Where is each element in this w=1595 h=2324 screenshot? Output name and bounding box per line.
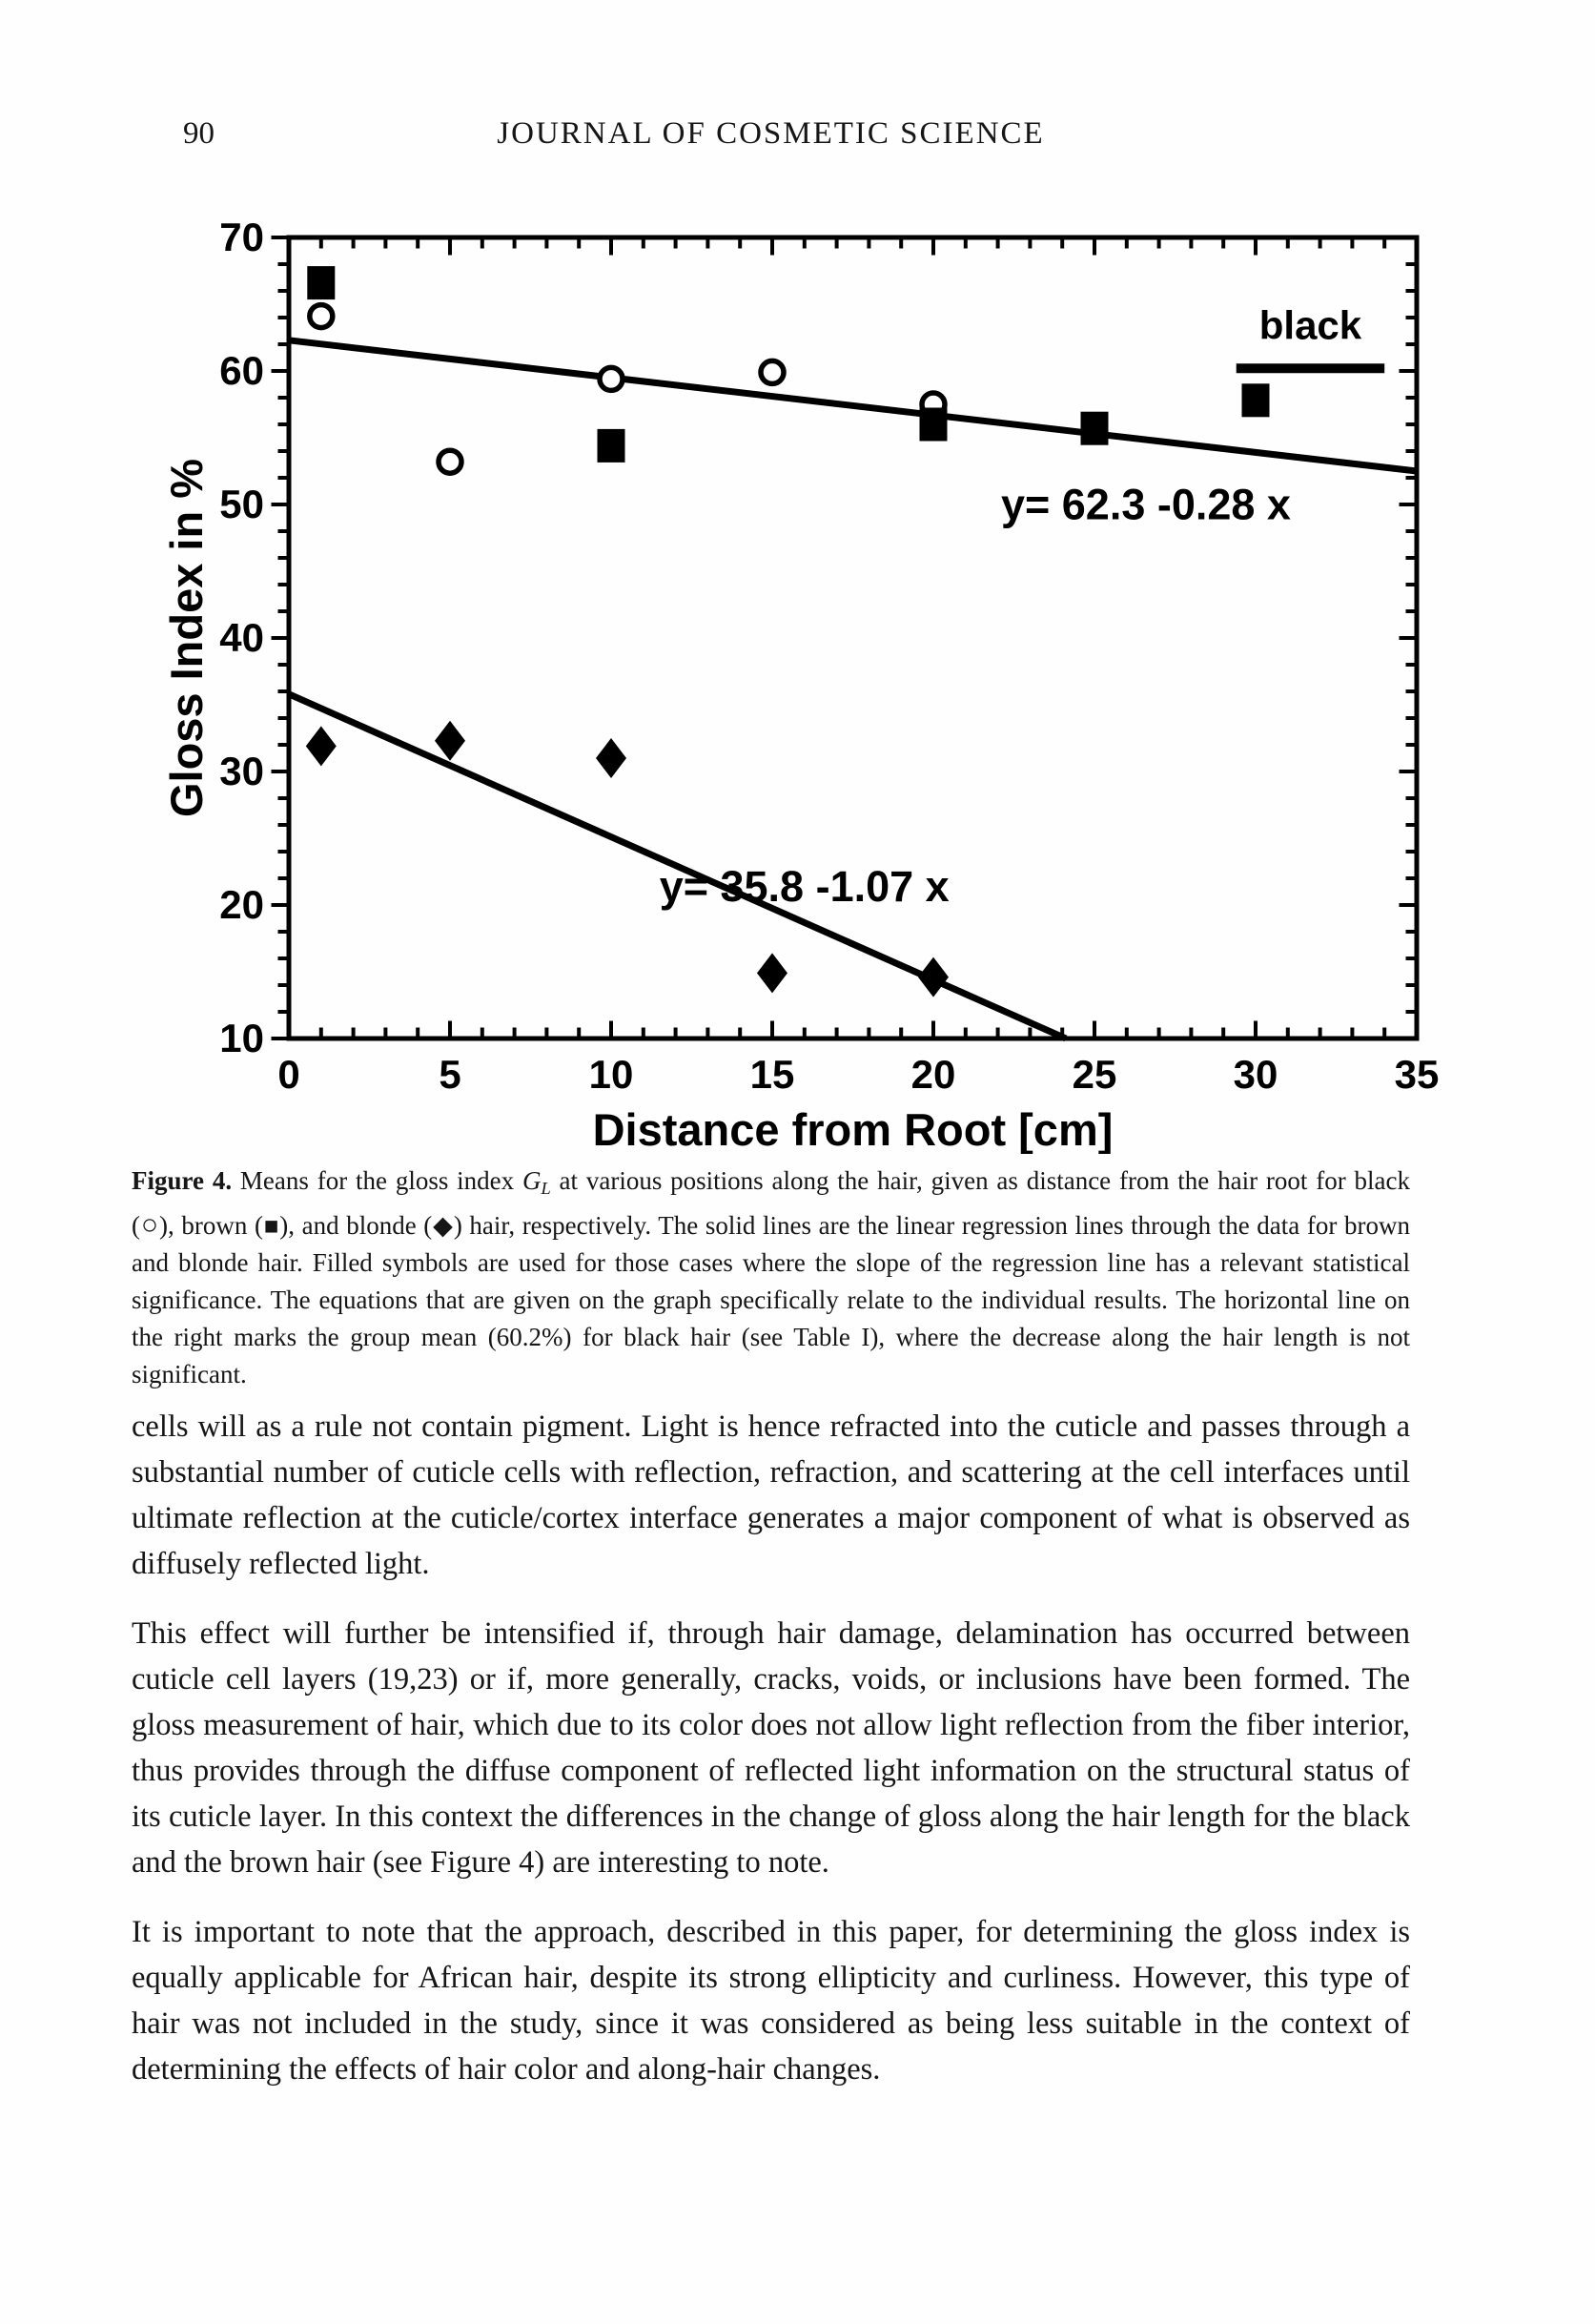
gloss-index-chart <box>143 124 1449 1154</box>
figure-caption-label: Figure 4. <box>132 1166 233 1195</box>
series-black-point <box>761 360 784 383</box>
filled-square-marker-icon: ■ <box>262 1212 280 1241</box>
x-tick-label: 0 <box>277 1052 300 1097</box>
series-brown-point <box>1242 383 1270 417</box>
x-tick-label: 5 <box>439 1052 461 1097</box>
series-brown-point <box>920 408 948 442</box>
series-black-point <box>439 450 461 473</box>
paragraph: cells will as a rule not contain pigment. Light is hence refracted into the cuticle and passes through a substantial number of cuticle cells with reflection, refraction, and scattering at the cell interfaces until ultimate reflection at the cuticle/cortex interface generates a major component of what is observed as diffusely reflected light. <box>132 1409 1410 1581</box>
caption-text: Means for the gloss index <box>232 1166 522 1195</box>
series-brown-point <box>598 429 625 463</box>
x-axis-title: Distance from Root [cm] <box>592 1104 1114 1154</box>
caption-text: ), brown ( <box>159 1211 263 1241</box>
x-tick-label: 20 <box>910 1052 956 1097</box>
regression-equation: y= 35.8 -1.07 x <box>659 861 950 911</box>
x-tick-label: 15 <box>749 1052 795 1097</box>
caption-text: ), and blonde ( <box>279 1211 433 1241</box>
filled-diamond-marker-icon: ◆ <box>432 1211 454 1241</box>
paragraph: It is important to note that the approach, described in this paper, for determining the gloss index is equally applicable for African hair, despite its strong ellipticity and curliness. However, this type of hair was not included in the study, since it was considered as being less suitable in the context of determining the effects of hair color and along-hair changes. <box>132 1915 1410 2087</box>
x-tick-label: 30 <box>1233 1052 1278 1097</box>
y-tick-label: 70 <box>219 215 264 259</box>
journal-header: JOURNAL OF COSMETIC SCIENCE <box>497 116 1045 151</box>
series-blonde-point <box>757 953 787 993</box>
gloss-index-symbol: G <box>521 1166 542 1195</box>
series-blonde-point <box>435 721 465 761</box>
y-tick-label: 30 <box>219 749 264 793</box>
series-blonde-point <box>596 738 626 778</box>
open-circle-marker-icon: ○ <box>140 1208 160 1242</box>
gloss-index-subscript: L <box>541 1179 551 1199</box>
caption-text: ) hair, respectively. The solid lines are the linear regression lines through the data for brown and blonde hair. Filled symbols are used for those cases where the slope of the regression line has a relevant statistical significance. The equations that are given on the graph specifically relate to the individual results. The horizontal line on the right marks the group mean (60.2%) for black hair (see Table I), where the decrease along the hair length is not significant. <box>132 1211 1410 1389</box>
y-tick-label: 50 <box>219 482 264 526</box>
series-blonde-point <box>306 726 337 766</box>
group-mean-label: black <box>1258 302 1362 348</box>
page-number: 90 <box>183 116 215 151</box>
series-brown-point <box>1081 412 1109 445</box>
series-black-point <box>310 305 333 328</box>
figure-4-chart <box>143 124 1449 1154</box>
article-body <box>132 1404 1410 2116</box>
x-tick-label: 10 <box>588 1052 634 1097</box>
x-tick-label: 35 <box>1394 1052 1440 1097</box>
y-tick-label: 20 <box>219 882 264 927</box>
x-tick-label: 25 <box>1072 1052 1117 1097</box>
paragraph: This effect will further be intensified if, through hair damage, delamination has occurred between cuticle cell layers (19,23) or if, more generally, cracks, voids, or inclusions have been formed. The gloss measurement of hair, which due to its color does not allow light reflection from the fiber interior, thus provides through the diffuse component of reflected light information on the structural status of its cuticle layer. In this context the differences in the change of gloss along the hair length for the black and the brown hair (see Figure 4) are interesting to note. <box>132 1616 1410 1880</box>
y-tick-label: 40 <box>219 615 264 660</box>
series-blonde-point <box>918 957 949 997</box>
y-tick-label: 60 <box>219 348 264 393</box>
y-tick-label: 10 <box>219 1016 264 1060</box>
series-black-point <box>600 367 623 390</box>
regression-equation: y= 62.3 -0.28 x <box>1000 480 1291 529</box>
caption-text: at various positions along the hair, given as distance from the hair root for black ( <box>132 1166 1411 1241</box>
figure-caption <box>132 1162 1410 1393</box>
series-brown-point <box>307 266 335 299</box>
y-axis-title: Gloss Index in % <box>161 458 212 818</box>
